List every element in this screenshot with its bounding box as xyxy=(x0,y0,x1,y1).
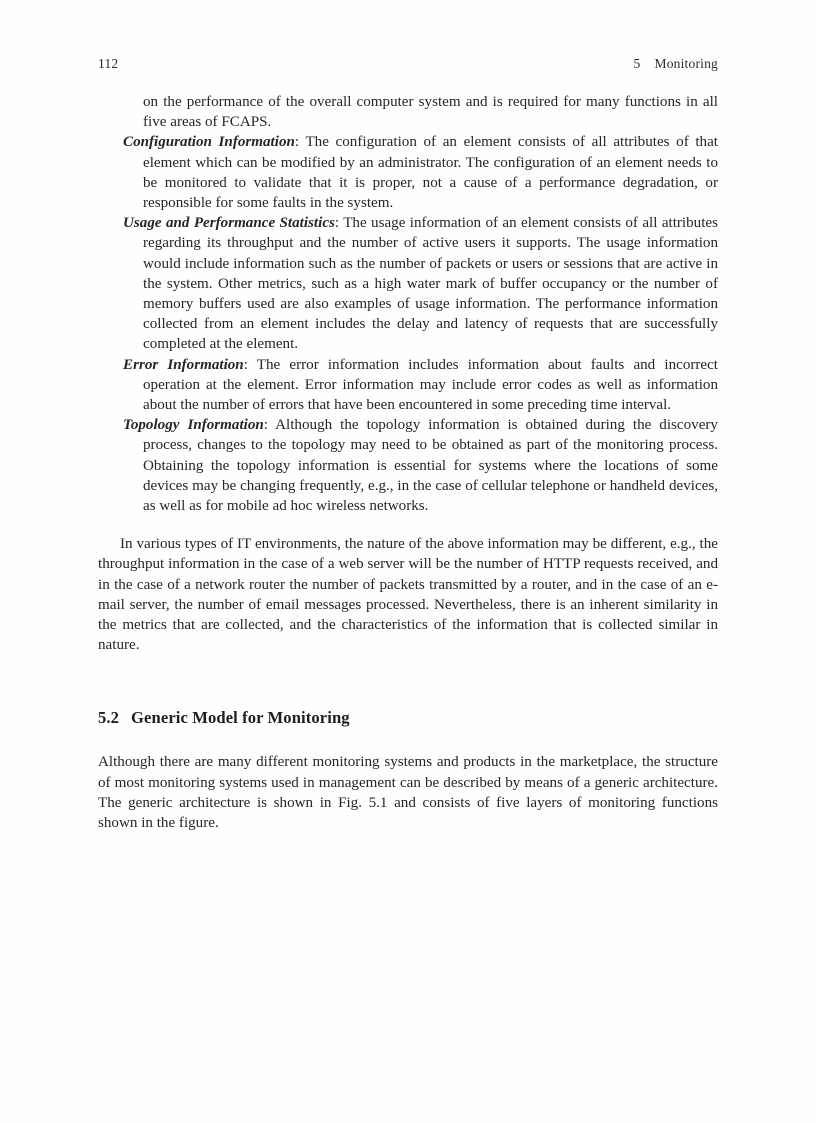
section-heading xyxy=(98,707,718,729)
paragraph-after-list: In various types of IT environments, the nature of the above information may be different, e.g., the throughput information in the case of a web server will be the number of HTTP requests received, and in the case of a network router the number of packets transmitted by a router, and in the case of an e-mail server, the number of email messages processed. Nevertheless, there is an inherent similarity in the metrics that are collected, and the characteristics of the information that is collected similar in nature. xyxy=(98,536,718,654)
continuation-paragraph: on the performance of the overall computer system and is required for many functions in all five areas of FCAPS. xyxy=(143,94,718,131)
definition-text: Although the topology information is obtained during the discovery process, changes to the topology may need to be obtained as part of the monitoring process. Obtaining the topology information is essential for systems where the locations of some devices may be changing frequently, e.g., in the case of cellular telephone or handheld devices, as well as for mobile ad hoc wireless networks. xyxy=(143,417,718,515)
definition-term: Configuration Information xyxy=(123,134,295,151)
definition-term: Topology Information xyxy=(123,417,264,434)
section-number: 5.2 xyxy=(98,708,120,728)
chapter-reference xyxy=(634,56,718,72)
definition-item-topology-information xyxy=(98,415,718,516)
definition-item-usage-and-performance-statistics xyxy=(98,213,718,354)
section-title: Generic Model for Monitoring xyxy=(131,708,350,728)
definition-separator: : xyxy=(243,356,248,373)
definition-separator: : xyxy=(334,215,340,232)
page-number: 112 xyxy=(98,56,119,71)
definition-text: The usage information of an element consists of all attributes regarding its throughput and the number of active users it supports. The usage information would include information such as the number of packets or users or sessions that are active in the system. Other metrics, such as a high water mark of buffer occupancy or the number of memory buffers used are also examples of usage information. The performance information collected from an element includes the delay and latency of requests that are successfully completed at the element. xyxy=(143,215,718,353)
section-paragraph: Although there are many different monitoring systems and products in the marketplace, the structure of most monitoring systems used in management can be described by means of a generic architecture. The generic architecture is shown in Fig. 5.1 and consists of five layers of monitoring functions shown in the figure. xyxy=(98,754,718,832)
definition-term: Usage and Performance Statistics xyxy=(123,215,335,232)
definition-text: The configuration of an element consists of all attributes of that element which can be modified by an administrator. The configuration of an element needs to be monitored to validate that it is proper, not a cause of a performance degradation, or responsible for some faults in the system. xyxy=(143,134,718,212)
chapter-title: Monitoring xyxy=(654,56,718,71)
chapter-number: 5 xyxy=(633,56,641,71)
definition-item-configuration-information xyxy=(98,132,718,213)
definition-separator: : xyxy=(263,417,268,434)
definition-item-error-information xyxy=(98,355,718,416)
definition-text: The error information includes information about faults and incorrect operation at the element. Error information may include error codes as well as information about the number of errors that have been encountered in some preceding time interval. xyxy=(143,356,719,414)
running-head xyxy=(98,56,718,72)
definition-separator: : xyxy=(294,134,300,151)
page-content xyxy=(98,92,718,833)
definition-term: Error Information xyxy=(123,356,244,373)
